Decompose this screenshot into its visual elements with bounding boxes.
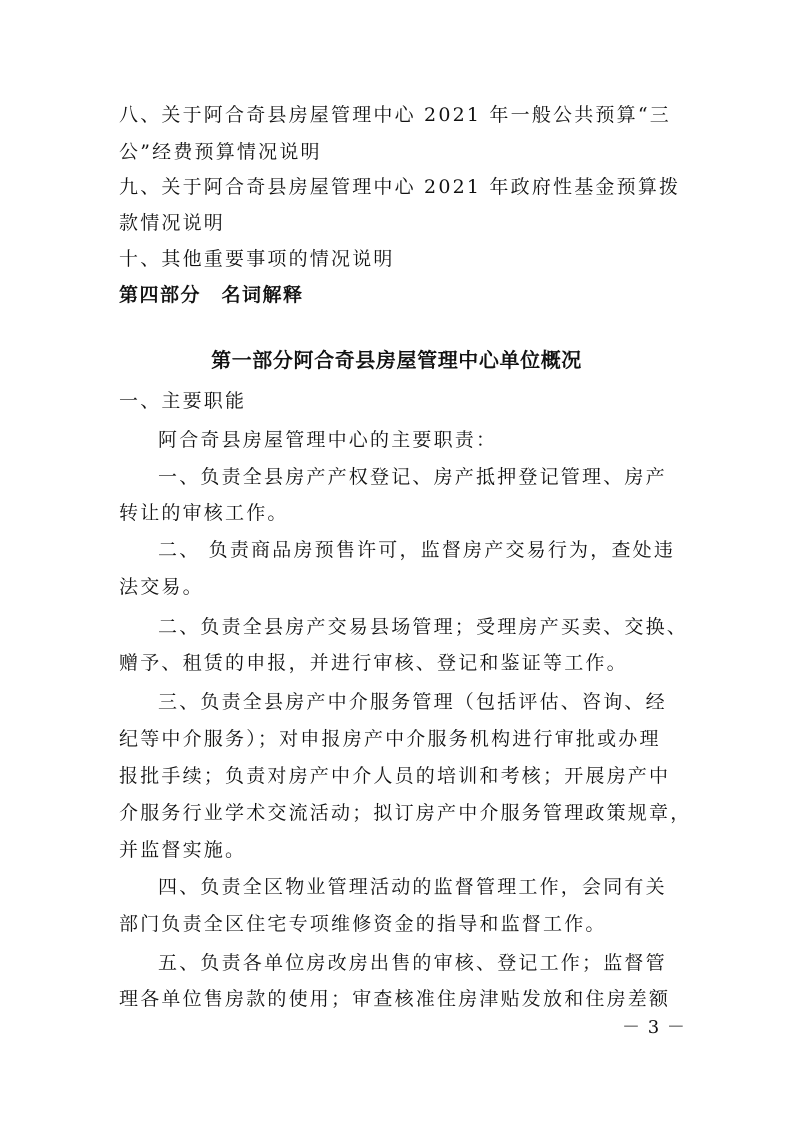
duty-line: 并监督实施。: [119, 839, 247, 861]
duty-line: 理各单位售房款的使用；审查核准住房津贴发放和住房差额: [119, 988, 671, 1010]
section-title: 第一部分阿合奇县房屋管理中心单位概况: [211, 348, 582, 372]
duty-line: 法交易。: [119, 576, 204, 598]
duty-line: 二、 负责商品房预售许可，监督房产交易行为，查处违: [158, 539, 676, 561]
duty-line: 部门负责全区住宅专项维修资金的指导和监督工作。: [119, 913, 607, 935]
toc-line: 款情况说明: [119, 212, 226, 234]
toc-line: 八、关于阿合奇县房屋管理中心 2021 年一般公共预算“三: [119, 104, 671, 126]
subheading: 一、主要职能: [119, 390, 247, 412]
page-number: － 3 －: [622, 1017, 686, 1038]
duty-line: 一、负责全县房产产权登记、房产抵押登记管理、房产: [158, 466, 667, 488]
duty-line: 四、负责全区物业管理活动的监督管理工作，会同有关: [158, 876, 667, 898]
duty-line: 报批手续；负责对房产中介人员的培训和考核；开展房产中: [119, 765, 671, 787]
intro-paragraph: 阿合奇县房屋管理中心的主要职责：: [158, 429, 498, 451]
toc-line: 公”经费预算情况说明: [119, 141, 322, 163]
part4-heading: 第四部分 名词解释: [119, 284, 304, 306]
duty-line: 二、负责全县房产交易县场管理；受理房产买卖、交换、: [158, 616, 689, 638]
toc-line: 十、其他重要事项的情况说明: [119, 248, 395, 270]
duty-line: 三、负责全县房产中介服务管理（包括评估、咨询、经: [158, 691, 667, 713]
duty-line: 转让的审核工作。: [119, 502, 289, 524]
duty-line: 介服务行业学术交流活动；拟订房产中介服务管理政策规章，: [119, 802, 692, 824]
duty-line: 五、负责各单位房改房出售的审核、登记工作；监督管: [158, 952, 667, 974]
duty-line: 纪等中介服务）；对申报房产中介服务机构进行审批或办理: [119, 728, 661, 750]
duty-line: 赠予、租赁的申报，并进行审核、登记和鉴证等工作。: [119, 652, 628, 674]
toc-line: 九、关于阿合奇县房屋管理中心 2021 年政府性基金预算拨: [119, 176, 681, 198]
